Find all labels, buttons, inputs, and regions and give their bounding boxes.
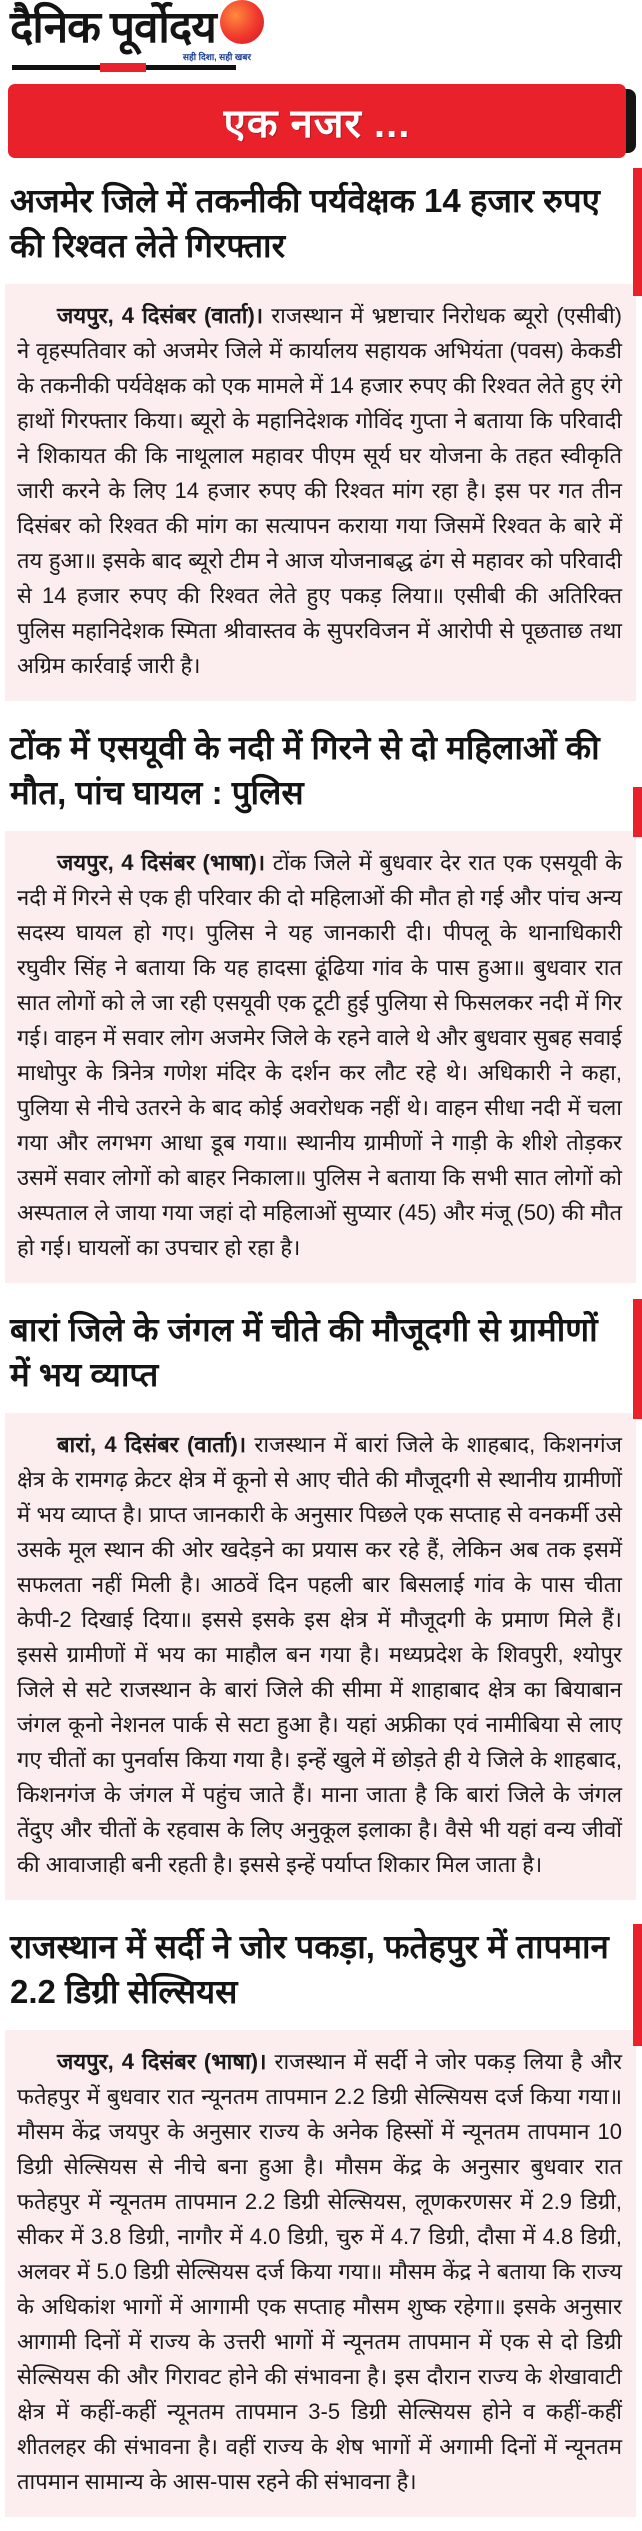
article-body <box>5 1413 636 1900</box>
masthead-rule-badge <box>100 63 146 72</box>
red-stripe <box>633 787 642 837</box>
article-paragraph <box>17 845 622 1265</box>
red-stripe <box>633 168 642 296</box>
article-paragraph <box>17 2044 622 2499</box>
article <box>0 168 642 701</box>
article-paragraph <box>17 1427 622 1882</box>
article-headline: टोंक में एसयूवी के नदी में गिरने से दो महिलाओं की मौत, पांच घायल : पुलिस <box>10 729 600 811</box>
article-dateline: जयपुर, 4 दिसंबर (भाषा)। <box>57 2049 267 2074</box>
article-headline: बारां जिले के जंगल में चीते की मौजूदगी से ग्रामीणों में भय व्याप्त <box>10 1311 598 1393</box>
article-body <box>5 2030 636 2517</box>
article-text: राजस्थान में बारां जिले के शाहबाद, किशनगंज क्षेत्र के रामगढ़ क्रेटर क्षेत्र में कूनो से आए चीते की मौजूदगी से स्थानीय ग्रामीणों में भय व्याप्त है। प्राप्त जानकारी के अनुसार पिछले एक सप्ताह से वनकर्मी उसे उसके मूल स्थान की ओर खदेड़ने का प्रयास कर रहे हैं, लेकिन अब तक इसमें सफलता नहीं मिली है। आठवें दिन पहली बार बिसलाई गांव के पास चीता केपी-2 दिखाई दिया॥ इससे इसके इस क्षेत्र में मौजूदगी के प्रमाण मिले हैं। इससे ग्रामीणों में भय का माहौल बन गया है। मध्यप्रदेश के शिवपुरी, श्योपुर जिले से सटे राजस्थान के बारां जिले की सीमा में शाहाबाद क्षेत्र का बियाबान जंगल कूनो नेशनल पार्क से सटा हुआ है। यहां अफ्रीका एवं नामीबिया से लाए गए चीतों का पुनर्वास किया गया है। इन्हें खुले में छोड़ते ही ये जिले के शाहबाद, किशनगंज के जंगल में पहुंच जाते हैं। माना जाता है कि बारां जिले के जंगल तेंदुए और चीतों के रहवास के लिए अनुकूल इलाका है। वैसे भी यहां वन्य जीवों की आवाजाही बनी रहती है। इससे इन्हें पर्याप्त शिकार मिल जाता है। <box>17 1432 622 1877</box>
logo-text: दैनिक पूर्वोदय <box>10 3 216 52</box>
banner-title: एक नजर ... <box>223 101 411 146</box>
article <box>0 1914 642 2517</box>
article-text: राजस्थान में सर्दी ने जोर पकड़ लिया है और फतेहपुर में बुधवार रात न्यूनतम तापमान 2.2 डिग्री सेल्सियस दर्ज किया गया॥ मौसम केंद्र जयपुर के अनुसार राज्य के अनेक हिस्सों में न्यूनतम तापमान 10 डिग्री सेल्सियस से नीचे बना हुआ है। मौसम केंद्र के अनुसार बुधवार रात फतेहपुर में न्यूनतम तापमान 2.2 डिग्री सेल्सियस, लूणकरणसर में 2.9 डिग्री, सीकर में 3.8 डिग्री, नागौर में 4.0 डिग्री, चुरु में 4.7 डिग्री, दौसा में 4.8 डिग्री, अलवर में 5.0 डिग्री सेल्सियस दर्ज किया गया॥ मौसम केंद्र ने बताया कि राज्य के अधिकांश भागों में आगामी एक सप्ताह मौसम शुष्क रहेगा॥ इसके अनुसार आगामी दिनों में राज्य के उत्तरी भागों में न्यूनतम तापमान में एक से दो डिग्री सेल्सियस की और गिरावट होने की संभावना है। इस दौरान राज्य के शेखावाटी क्षेत्र में कहीं-कहीं न्यूनतम तापमान 3-5 डिग्री सेल्सियस होने व कहीं-कहीं शीतलहर की संभावना है। वहीं राज्य के शेष भागों में अगामी दिनों में न्यूनतम तापमान सामान्य के आस-पास रहने की संभावना है। <box>17 2049 622 2494</box>
article <box>0 1297 642 1900</box>
red-stripe <box>633 1299 642 1419</box>
article-headline: अजमेर जिले में तकनीकी पर्यवेक्षक 14 हजार रुपए की रिश्वत लेते गिरफ्तार <box>10 182 600 264</box>
article-text: टोंक जिले में बुधवार देर रात एक एसयूवी के नदी में गिरने से एक ही परिवार की दो महिलाओं की मौत हो गई और पांच अन्य सदस्य घायल हो गए। पुलिस ने यह जानकारी दी। पीपलू के थानाधिकारी रघुवीर सिंह ने बताया कि यह हादसा ढूंढिया गांव के पास हुआ॥ बुधवार रात सात लोगों को ले जा रही एसयूवी एक टूटी हुई पुलिया से फिसलकर नदी में गिर गई। वाहन में सवार लोग अजमेर जिले के रहने वाले थे और बुधवार सुबह सवाई माधोपुर के त्रिनेत्र गणेश मंदिर के दर्शन कर लौट रहे थे। अधिकारी ने कहा, पुलिया से नीचे उतरने के बाद कोई अवरोधक नहीं थे। वाहन सीधा नदी में चला गया और लगभग आधा डूब गया॥ स्थानीय ग्रामीणों ने गाड़ी के शीशे तोड़कर उसमें सवार लोगों को बाहर निकाला॥ पुलिस ने बताया कि सभी सात लोगों को अस्पताल ले जाया गया जहां दो महिलाओं सुप्यार (45) और मंजू (50) की मौत हो गई। घायलों का उपचार हो रहा है। <box>17 850 622 1260</box>
article-dateline: जयपुर, 4 दिसंबर (वार्ता)। <box>57 303 264 328</box>
article-headline: राजस्थान में सर्दी ने जोर पकड़ा, फतेहपुर में तापमान 2.2 डिग्री सेल्सियस <box>10 1928 609 2010</box>
article-dateline: बारां, 4 दिसंबर (वार्ता)। <box>57 1432 247 1457</box>
red-stripe <box>633 1924 642 2046</box>
article-body <box>5 831 636 1283</box>
logo-sun-circle-icon <box>220 0 264 44</box>
masthead-tagline: सही दिशा, सही खबर <box>182 52 252 62</box>
logo <box>10 4 216 52</box>
masthead-rule <box>12 65 236 70</box>
article-dateline: जयपुर, 4 दिसंबर (भाषा)। <box>57 850 266 875</box>
article-paragraph <box>17 298 622 683</box>
section-banner <box>8 84 632 158</box>
articles-list <box>0 168 642 2517</box>
banner-ribbon <box>8 84 626 158</box>
article <box>0 715 642 1283</box>
article-body <box>5 284 636 701</box>
masthead <box>0 0 642 80</box>
article-text: राजस्थान में भ्रष्टाचार निरोधक ब्यूरो (एसीबी) ने वृहस्पतिवार को अजमेर जिले में कार्यालय सहायक अभियंता (पवस) केकडी के तकनीकी पर्यवेक्षक को एक मामले में 14 हजार रुपए की रिश्वत लेते हुए रंगे हाथों गिरफ्तार किया। ब्यूरो के महानिदेशक गोविंद गुप्ता ने बताया कि परिवादी ने शिकायत की कि नाथूलाल महावर पीएम सूर्य घर योजना के तहत स्वीकृति जारी करने के लिए 14 हजार रुपए की रिश्वत मांग रहा है। इस पर गत तीन दिसंबर को रिश्वत की मांग का सत्यापन कराया गया जिसमें रिश्वत के बारे में तय हुआ॥ इसके बाद ब्यूरो टीम ने आज योजनाबद्ध ढंग से महावर को परिवादी से 14 हजार रुपए की रिश्वत लेते हुए पकड़ लिया॥ एसीबी की अतिरिक्त पुलिस महानिदेशक स्मिता श्रीवास्तव के सुपरविजन में आरोपी से पूछताछ तथा अग्रिम कार्रवाई जारी है। <box>17 303 622 678</box>
